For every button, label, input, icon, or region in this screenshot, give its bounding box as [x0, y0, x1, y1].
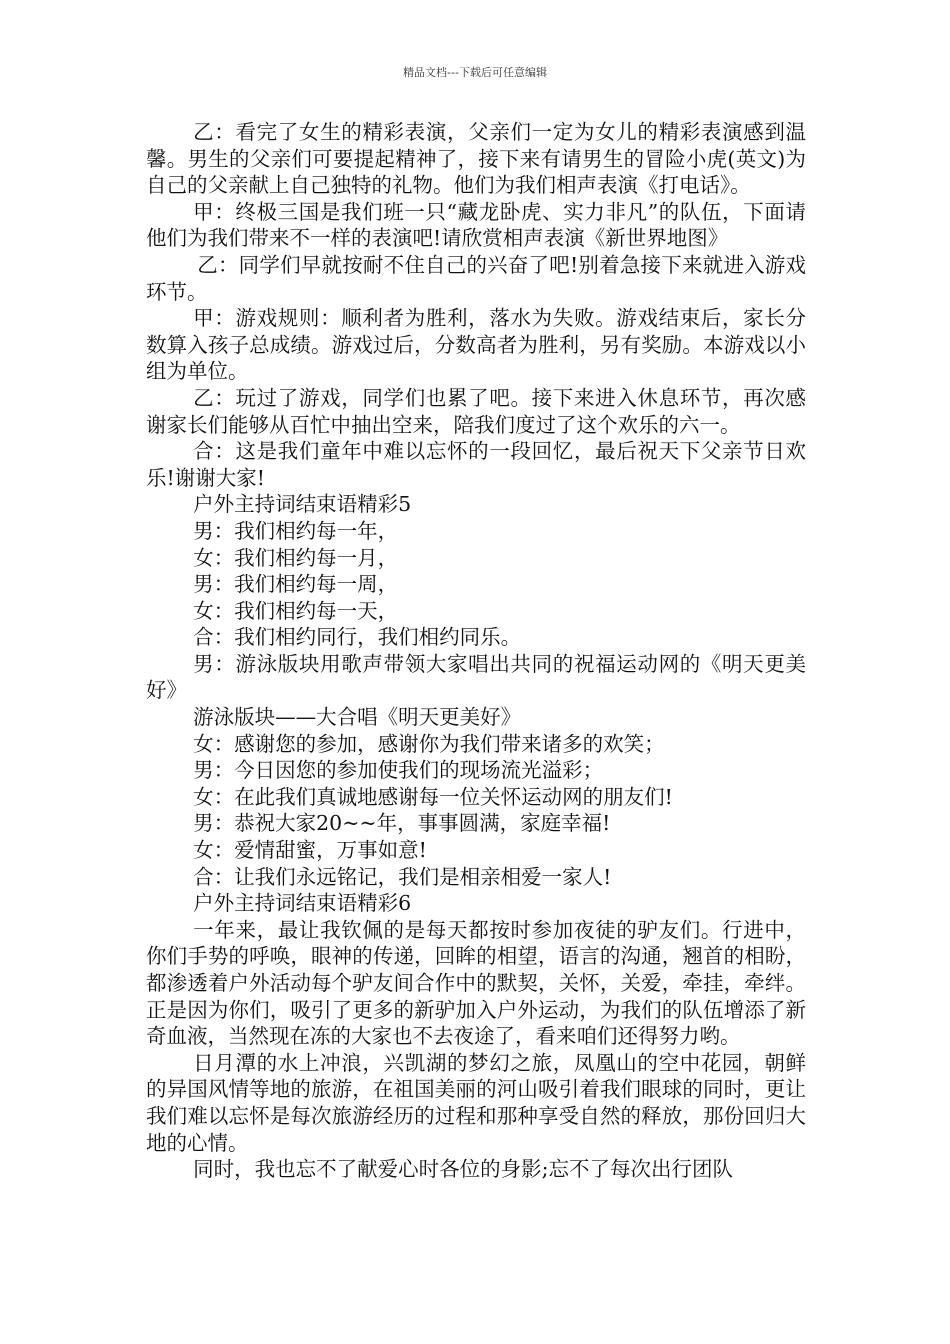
paragraph: 女：我们相约每一月，	[193, 545, 399, 570]
paragraph: 合：这是我们童年中难以忘怀的一段回忆，最后祝天下父亲节日欢乐!谢谢大家!	[146, 439, 806, 490]
paragraph: 女：我们相约每一天，	[193, 598, 399, 623]
section-heading: 户外主持词结束语精彩5	[193, 492, 412, 517]
paragraph: 乙：同学们早就按耐不住自己的兴奋了吧!别着急接下来就进入游戏环节。	[146, 252, 806, 304]
paragraph: 男：今日因您的参加使我们的现场流光溢彩；	[193, 758, 604, 783]
paragraph: 游泳版块——大合唱《明天更美好》	[193, 705, 522, 730]
section-heading: 户外主持词结束语精彩6	[193, 891, 412, 916]
page-header: 精品文档---下载后可任意编辑	[403, 66, 547, 79]
paragraph: 乙：看完了女生的精彩表演，父亲们一定为女儿的精彩表演感到温馨。男生的父亲们可要提起精神了，接下来有请男生的冒险小虎(英文)为自己的父亲献上自己独特的礼物。他们为我们相声表演《打电话》。	[146, 120, 806, 198]
paragraph: 同时，我也忘不了献爱心时各位的身影;忘不了每次出行团队	[193, 1157, 734, 1182]
paragraph: 合：我们相约同行，我们相约同乐。	[193, 625, 522, 650]
paragraph: 合：让我们永远铭记，我们是相亲相爱一家人!	[193, 864, 612, 889]
paragraph: 男：恭祝大家20~~年，事事圆满，家庭幸福!	[193, 811, 611, 836]
paragraph: 男：我们相约每一年，	[193, 518, 399, 543]
paragraph: 甲：游戏规则：顺利者为胜利，落水为失败。游戏结束后，家长分数算入孩子总成绩。游戏过后，分数高者为胜利，另有奖励。本游戏以小组为单位。	[146, 306, 806, 384]
paragraph: 女：在此我们真诚地感谢每一位关怀运动网的朋友们!	[193, 784, 673, 809]
paragraph: 一年来，最让我钦佩的是每天都按时参加夜徒的驴友们。行进中，你们手势的呼唤，眼神的传递，回眸的相望，语言的沟通，翘首的相盼，都渗透着户外活动每个驴友间合作中的默契，关怀，关爱，牵挂，牵绊。正是因为你们，吸引了更多的新驴加入户外运动，为我们的队伍增添了新奇血液，当然现在冻的大家也不去夜途了，看来咱们还得努力哟。	[146, 917, 806, 1049]
paragraph: 女：爱情甜蜜，万事如意!	[193, 838, 427, 863]
document-body	[146, 119, 806, 1183]
paragraph: 男：我们相约每一周，	[193, 572, 399, 597]
paragraph: 男：游泳版块用歌声带领大家唱出共同的祝福运动网的《明天更美好》	[146, 651, 806, 703]
paragraph: 日月潭的水上冲浪，兴凯湖的梦幻之旅，凤凰山的空中花园，朝鲜的异国风情等地的旅游，在祖国美丽的河山吸引着我们眼球的同时，更让我们难以忘怀是每次旅游经历的过程和那种享受自然的释放，那份回归大地的心情。	[146, 1050, 806, 1155]
paragraph: 女：感谢您的参加，感谢你为我们带来诸多的欢笑；	[193, 731, 665, 756]
paragraph: 甲：终极三国是我们班一只“藏龙卧虎、实力非凡”的队伍，下面请他们为我们带来不一样的表演吧!请欣赏相声表演《新世界地图》	[146, 199, 806, 251]
paragraph: 乙：玩过了游戏，同学们也累了吧。接下来进入休息环节，再次感谢家长们能够从百忙中抽出空来，陪我们度过了这个欢乐的六一。	[146, 385, 806, 437]
